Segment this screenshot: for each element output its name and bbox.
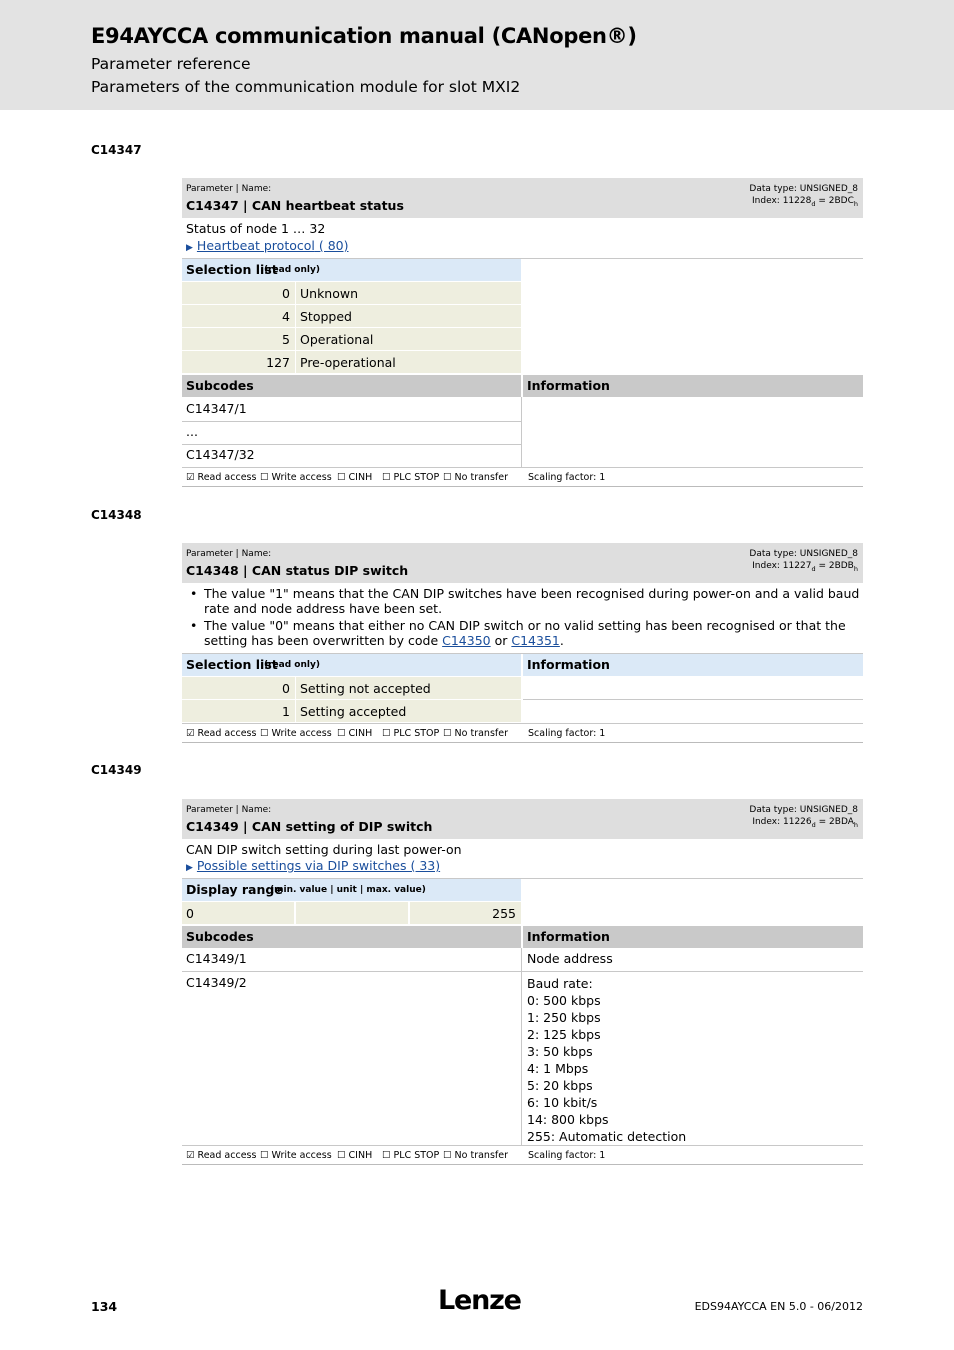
subcode: ... [186, 424, 198, 439]
dip-switch-settings-link[interactable]: Possible settings via DIP switches [196, 858, 407, 873]
range-max: 255 [410, 902, 521, 924]
selection-list-header: Selection list (read only) [182, 259, 521, 281]
selection-item: Stopped [296, 305, 521, 327]
information-header: Information [523, 375, 863, 397]
page-ref-link[interactable]: ( 33) [406, 858, 441, 873]
information-header: Information [523, 926, 863, 948]
cross-reference [186, 858, 440, 873]
section-label-c14348: C14348 [91, 508, 142, 522]
subcode: C14347/1 [186, 401, 247, 416]
param-table-c14348: Parameter | Name: C14348 | CAN status DIP switch Data type: UNSIGNED_8 Index: $11227_d = 2BDB_h$ • The value "1" means that the CAN DIP switches have been recognised during power-on and a valid baud rate and node address have been set. • The value "0" means that either no CAN DIP switch or no valid setting has been recognised or that the setting has been overwritten by code C14350 or C14351. Selection list (read only) Information 0 Setting not accepted 1 Setting accepted ☑ Read access ☐ Write access ☐ CINH ☐ PLC STOP ☐ No transfer Scaling factor: 1 [182, 543, 863, 743]
data-type: Data type: UNSIGNED_8 [749, 549, 858, 559]
param-index: Index: $11227_d = 2BDB_h$ [752, 561, 858, 573]
subcode: C14349/2 [186, 975, 247, 990]
subcodes-header: Subcodes [182, 375, 521, 397]
document-title: E94AYCCA communication manual (CANopen®) [91, 24, 637, 48]
lenze-logo: Lenze [438, 1285, 521, 1316]
selection-item: Operational [296, 328, 521, 350]
param-name-label: Parameter | Name: [186, 184, 272, 194]
param-table-c14347: Parameter | Name: C14347 | CAN heartbeat status Data type: UNSIGNED_8 Index: $11228_d = 2BDC_h$ Status of node 1 … 32 ▶ Heartbeat protocol ( 80) Selection list (read only) 0 Unknown 4 Stopped 5 Operational 127 Pre-operational Subcodes Information C14347/1 ... C14347/32 ☑ Read access ☐ Write access ☐ CINH ☐ PLC STOP ☐ No transfer Scaling factor: 1 [182, 178, 863, 488]
section-title: Parameters of the communication module for slot MXI2 [91, 78, 521, 96]
range-unit [296, 902, 408, 924]
param-table-c14349 [182, 799, 863, 1166]
access-flags: ☑ Read access ☐ Write access ☐ CINH ☐ PLC STOP ☐ No transfer Scaling factor: 1 [182, 723, 863, 743]
display-range-header: Display range (min. value | unit | max. value) [182, 879, 521, 901]
param-name: C14349 | CAN setting of DIP switch [186, 819, 433, 834]
param-header: Parameter | Name: C14348 | CAN status DIP switch Data type: UNSIGNED_8 Index: $11227_d = 2BDB_h$ [182, 543, 863, 583]
param-description: Status of node 1 … 32 [186, 221, 326, 236]
data-type: Data type: UNSIGNED_8 [749, 805, 858, 815]
chapter-title: Parameter reference [91, 55, 251, 73]
selection-list-header: Selection list (read only) [182, 654, 521, 676]
section-label-c14349: C14349 [91, 763, 142, 777]
access-flags: ☑ Read access ☐ Write access ☐ CINH ☐ PLC STOP ☐ No transfer Scaling factor: 1 [182, 467, 863, 487]
c14350-link[interactable]: C14350 [442, 633, 491, 648]
subcode: C14349/1 [186, 951, 247, 966]
param-description: CAN DIP switch setting during last power-on [186, 842, 462, 857]
access-flags: ☑ Read access ☐ Write access ☐ CINH ☐ PLC STOP ☐ No transfer Scaling factor: 1 [182, 1145, 863, 1165]
param-index: Index: $11228_d = 2BDC_h$ [752, 196, 858, 208]
heartbeat-protocol-link[interactable]: Heartbeat protocol [196, 238, 315, 253]
subcodes-header: Subcodes [182, 926, 521, 948]
c14351-link[interactable]: C14351 [511, 633, 560, 648]
param-index: Index: $11226_d = 2BDA_h$ [752, 817, 858, 829]
selection-item: Pre-operational [296, 351, 521, 373]
section-label-c14347: C14347 [91, 143, 142, 157]
information-header: Information [523, 654, 863, 676]
page-header [0, 0, 954, 110]
arrow-right-icon: ▶ [186, 863, 193, 873]
selection-item: Unknown [296, 282, 521, 304]
subcode: C14347/32 [186, 447, 255, 462]
baud-rate-list: Baud rate: 0: 500 kbps 1: 250 kbps 2: 125 kbps 3: 50 kbps 4: 1 Mbps 5: 20 kbps 6: 10 kbit/s 14: 800 kbps 255: Automatic detection [527, 976, 687, 1144]
range-min: 0 [182, 902, 294, 924]
subcode-info: Node address [527, 951, 613, 966]
param-name: C14348 | CAN status DIP switch [186, 563, 409, 578]
page-number: 134 [91, 1299, 118, 1314]
selection-item: Setting accepted [296, 700, 521, 722]
param-header: Parameter | Name: C14349 | CAN setting of DIP switch Data type: UNSIGNED_8 Index: $11226_d = 2BDA_h$ [182, 799, 863, 839]
document-id: EDS94AYCCA EN 5.0 - 06/2012 [694, 1300, 863, 1313]
selection-item: Setting not accepted [296, 677, 521, 699]
param-header [182, 178, 863, 218]
data-type: Data type: UNSIGNED_8 [749, 184, 858, 194]
param-name: C14347 | CAN heartbeat status [186, 198, 404, 213]
page-ref-link[interactable]: ( 80) [314, 238, 349, 253]
cross-reference [186, 238, 348, 253]
arrow-right-icon: ▶ [186, 243, 193, 253]
